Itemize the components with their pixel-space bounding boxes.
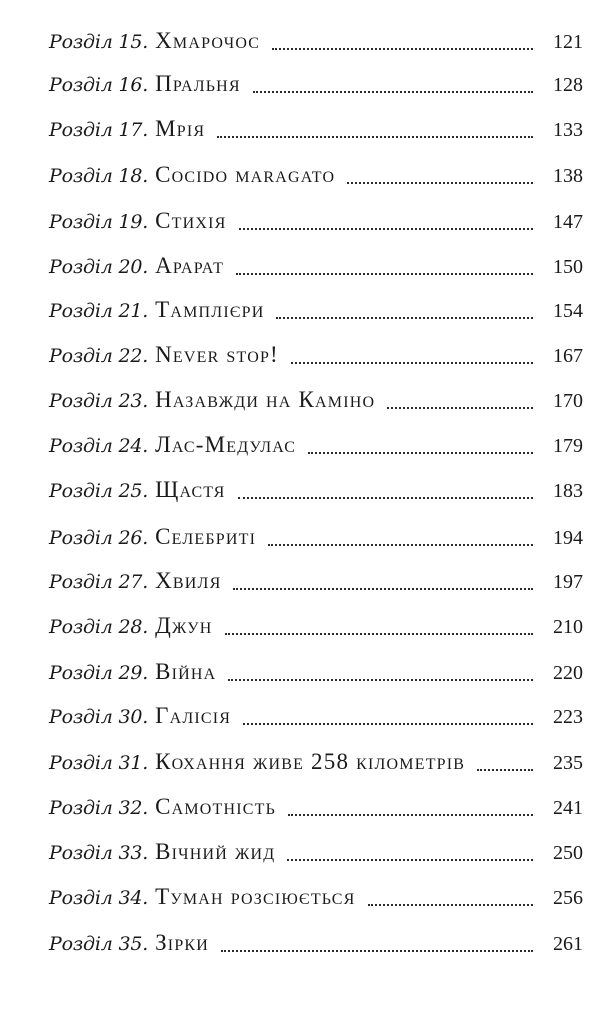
chapter-label: Розділ [49,119,113,141]
dot-leader [236,273,533,275]
chapter-label: Розділ [49,480,113,502]
chapter-number: 23. [118,390,149,412]
page-number: 170 [553,390,583,412]
dot-leader [253,91,533,93]
toc-entry[interactable] [49,116,583,150]
chapter-number: 19. [118,211,149,233]
chapter-label: Розділ [49,74,113,96]
chapter-title: Туман розсіюється [155,884,356,909]
chapter-label: Розділ [49,211,113,233]
dot-leader [233,588,533,590]
chapter-number: 16. [118,74,149,96]
chapter-number: 33. [118,842,149,864]
chapter-title: Хмарочос [155,28,261,53]
toc-entry[interactable] [49,930,583,964]
chapter-label: Розділ [49,300,113,322]
chapter-title: Never stop! [155,342,279,367]
chapter-number: 28. [118,616,149,638]
page-number: 179 [553,435,583,457]
chapter-title: Самотність [155,794,277,819]
dot-leader [387,407,533,409]
toc-entry[interactable] [49,208,583,242]
chapter-number: 25. [118,480,149,502]
page-number: 150 [553,256,583,278]
page-number: 223 [553,706,583,728]
chapter-title: Щастя [155,477,226,502]
page-number: 147 [553,211,583,233]
chapter-label: Розділ [49,345,113,367]
page-number: 241 [553,797,583,819]
dot-leader [228,679,533,681]
chapter-number: 32. [118,797,149,819]
chapter-number: 31. [118,752,149,774]
toc-entry[interactable] [49,387,583,421]
chapter-title: Галісія [155,703,232,728]
page-number: 183 [553,480,583,502]
chapter-label: Розділ [49,842,113,864]
chapter-label: Розділ [49,752,113,774]
dot-leader [225,633,533,635]
chapter-title: Назавжди на Каміно [155,387,376,412]
chapter-title: Лас-Медулас [155,432,297,457]
dot-leader [347,182,533,184]
chapter-title: Джун [155,613,213,638]
toc-entry[interactable] [49,162,583,196]
toc-entry[interactable] [49,28,583,62]
chapter-number: 22. [118,345,149,367]
toc-entry[interactable] [49,432,583,466]
chapter-number: 21. [118,300,149,322]
chapter-label: Розділ [49,571,113,593]
dot-leader [221,950,533,952]
dot-leader [308,452,533,454]
chapter-number: 20. [118,256,149,278]
page-number: 194 [553,527,583,549]
chapter-label: Розділ [49,390,113,412]
page-number: 220 [553,662,583,684]
dot-leader [291,362,533,364]
chapter-title: Зірки [155,930,210,955]
chapter-title: Мрія [155,116,206,141]
chapter-number: 26. [118,527,149,549]
chapter-title: Cocido maragato [155,162,336,187]
chapter-label: Розділ [49,435,113,457]
toc-entry[interactable] [49,71,583,105]
page-number: 261 [553,933,583,955]
toc-entry[interactable] [49,749,583,783]
page-number: 197 [553,571,583,593]
page-number: 210 [553,616,583,638]
toc-entry[interactable] [49,703,583,737]
page-number: 167 [553,345,583,367]
chapter-number: 27. [118,571,149,593]
chapter-label: Розділ [49,706,113,728]
chapter-label: Розділ [49,256,113,278]
page-number: 250 [553,842,583,864]
chapter-label: Розділ [49,662,113,684]
chapter-number: 34. [118,887,149,909]
toc-entry[interactable] [49,568,583,602]
chapter-label: Розділ [49,527,113,549]
chapter-label: Розділ [49,165,113,187]
chapter-label: Розділ [49,933,113,955]
dot-leader [287,859,533,861]
dot-leader [243,723,533,725]
toc-entry[interactable] [49,794,583,828]
chapter-title: Стихія [155,208,227,233]
chapter-label: Розділ [49,616,113,638]
chapter-title: Хвиля [155,568,222,593]
chapter-title: Пральня [155,71,241,96]
chapter-number: 29. [118,662,149,684]
page-number: 121 [553,31,583,53]
chapter-title: Війна [155,659,217,684]
chapter-number: 18. [118,165,149,187]
toc-entry[interactable] [49,613,583,647]
chapter-title: Арарат [155,253,225,278]
toc-entry[interactable] [49,297,583,331]
chapter-number: 35. [118,933,149,955]
dot-leader [238,497,533,499]
page-number: 154 [553,300,583,322]
chapter-number: 24. [118,435,149,457]
page-number: 256 [553,887,583,909]
toc-entry[interactable] [49,342,583,376]
page-number: 235 [553,752,583,774]
dot-leader [477,769,533,771]
chapter-number: 17. [118,119,149,141]
chapter-label: Розділ [49,887,113,909]
dot-leader [272,48,533,50]
toc-entry[interactable] [49,884,583,918]
chapter-label: Розділ [49,797,113,819]
chapter-number: 15. [118,31,149,53]
dot-leader [276,317,533,319]
toc-entry[interactable] [49,477,583,511]
chapter-title: Селебриті [155,524,257,549]
page-number: 133 [553,119,583,141]
dot-leader [217,136,533,138]
chapter-title: Кохання живе 258 кілометрів [155,749,466,774]
toc-entry[interactable] [49,659,583,693]
chapter-number: 30. [118,706,149,728]
page-number: 138 [553,165,583,187]
chapter-title: Тамплієри [155,297,265,322]
dot-leader [288,814,533,816]
chapter-label: Розділ [49,31,113,53]
dot-leader [368,904,533,906]
toc-entry[interactable] [49,253,583,287]
chapter-title: Вічний жид [155,839,276,864]
dot-leader [268,544,533,546]
toc-entry[interactable] [49,839,583,873]
page-number: 128 [553,74,583,96]
dot-leader [239,228,533,230]
toc-entry[interactable] [49,524,583,558]
